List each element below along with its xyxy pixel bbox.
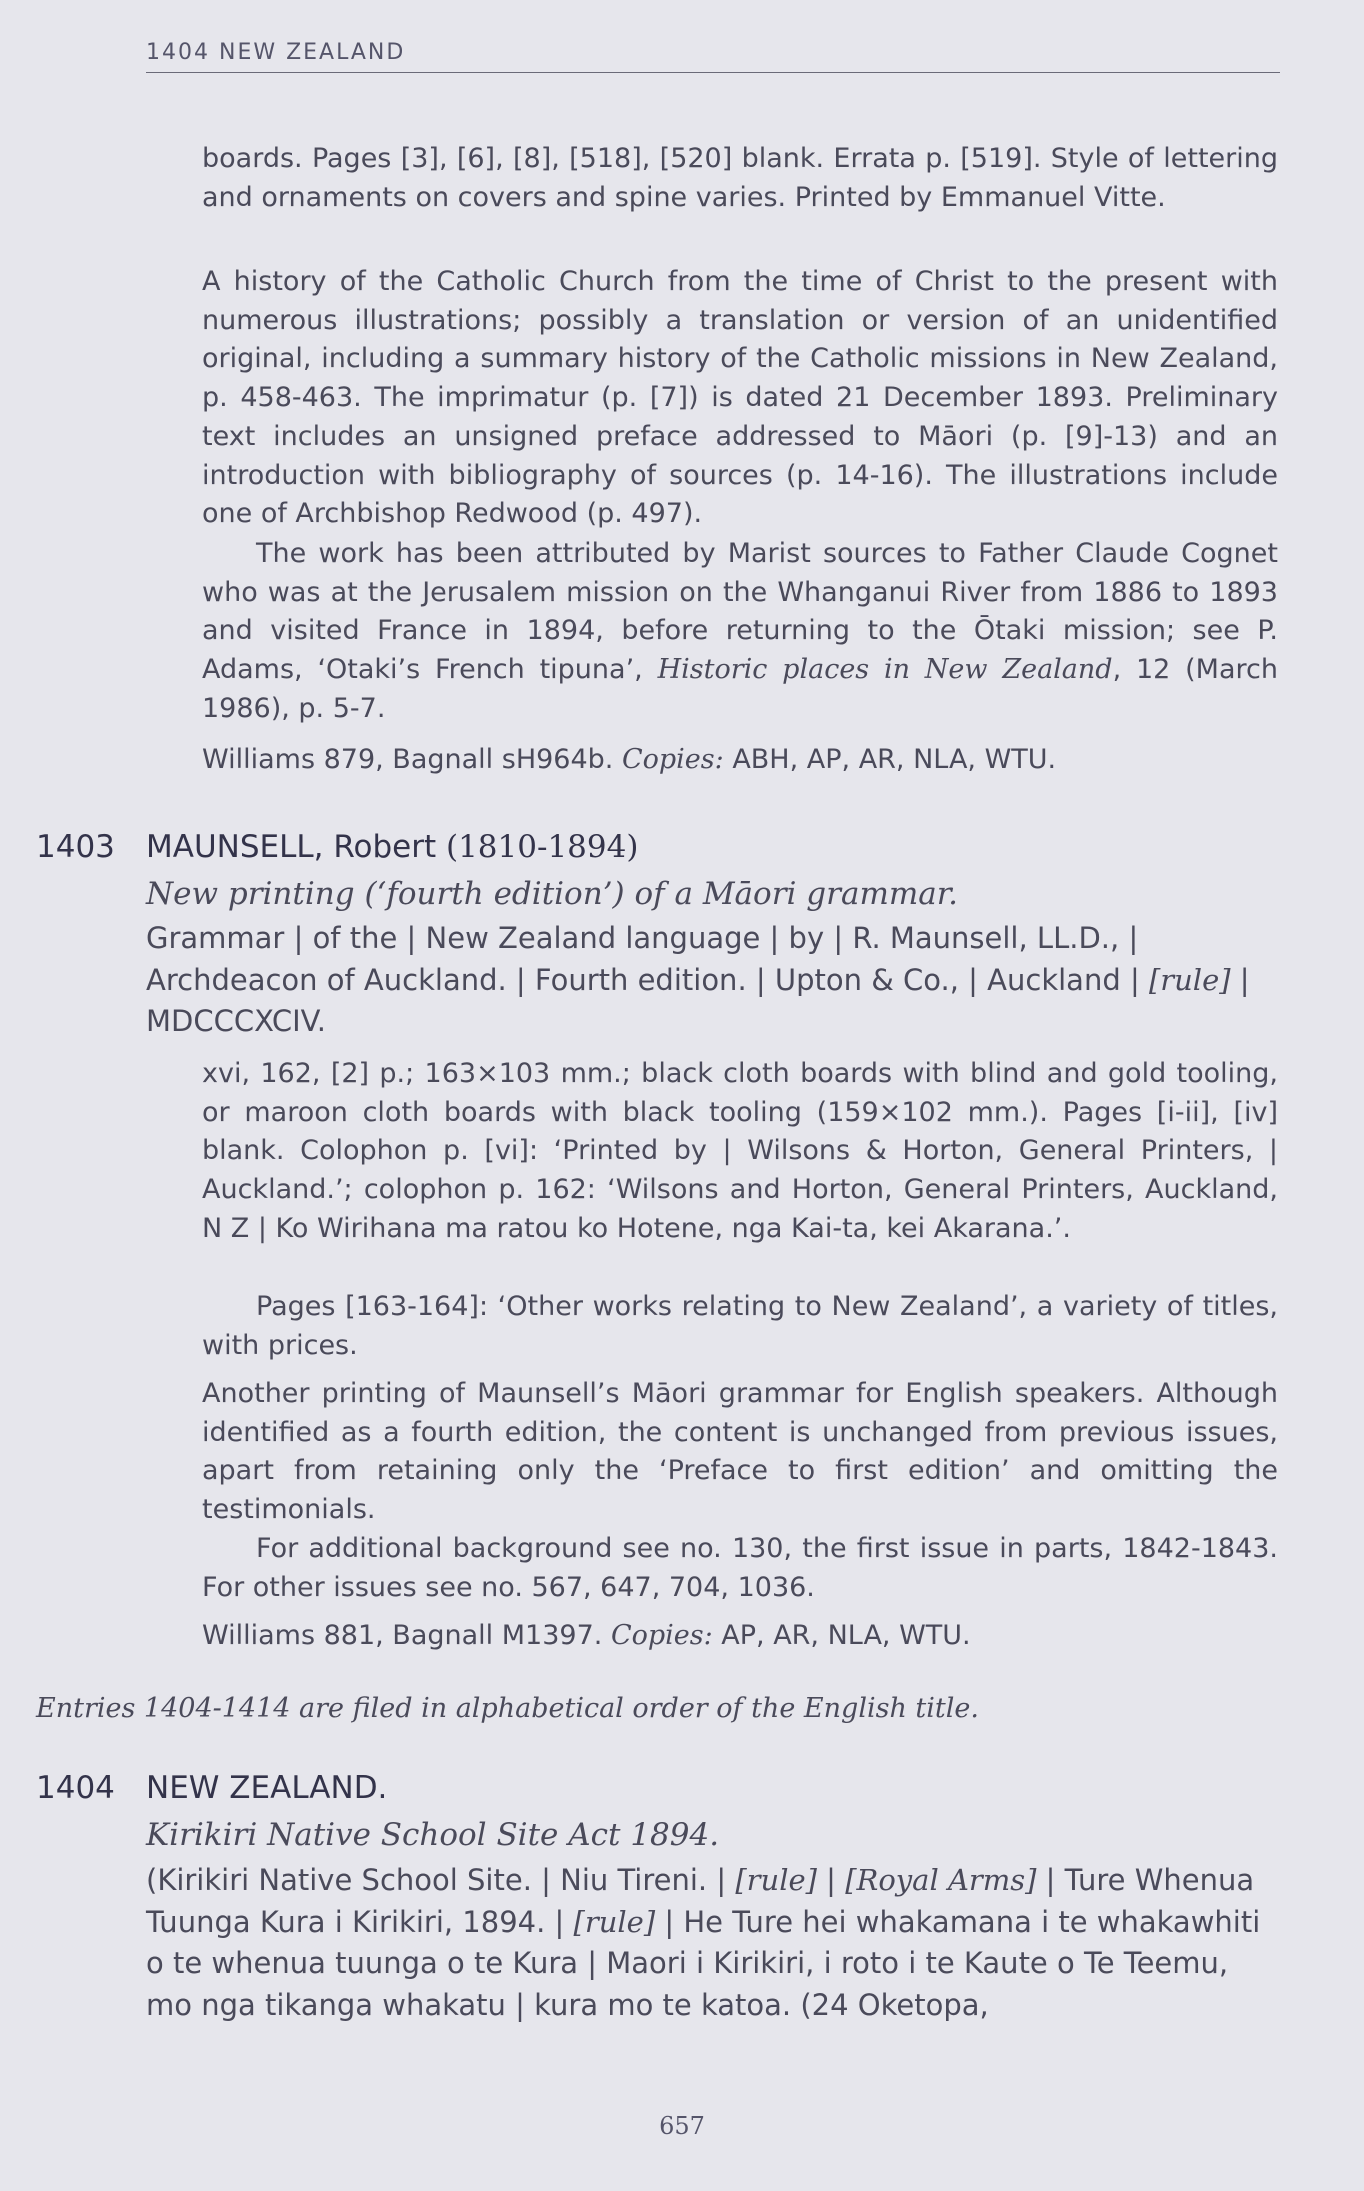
- copies-list: ABH, AP, AR, NLA, WTU.: [723, 744, 1057, 775]
- physical-description: xvi, 162, [2] p.; 163×103 mm.; black cloth boards with blind and gold tooling, or maroon cloth boards with black tooling (159×102 mm.). Pages [i-ii], [iv] blank. Colophon p. [vi]: ‘Printed by | Wilsons & Horton, General Printers, | Auckland.’; colophon p. 162: ‘Wilsons and Horton, General Printers, Auckland, N Z | Ko Wirihana ma ratou ko Hotene, nga Kai-ta, kei Akarana.’.: [202, 1058, 1278, 1244]
- transcription-text-3: | He Ture hei whakamana i te whakawhiti o te whenua tuunga o te Kura | Maori i Kirikiri, i roto i te Kaute o Te Teemu, mo nga tikanga whakatu | kura mo te katoa. (24 Oketopa,: [146, 1904, 1261, 2022]
- running-header: 1404 NEW ZEALAND: [146, 40, 1280, 73]
- filing-note: Entries 1404-1414 are filed in alphabetical order of the English title.: [36, 1693, 979, 1724]
- rule-mark: [rule]: [1148, 962, 1231, 997]
- pages-note: Pages [163-164]: ‘Other works relating to New Zealand’, a variety of titles, with prices.: [202, 1291, 1278, 1361]
- entry-number: 1403: [36, 829, 115, 865]
- rule-mark: [rule]: [573, 1904, 656, 1939]
- transcription-text-2: | Ture Whenua Tuunga Kura i Kirikiri, 1894. |: [146, 1863, 1255, 1939]
- page-number: 657: [659, 2112, 705, 2140]
- continued-references: [202, 741, 1278, 780]
- copies-label: Copies:: [621, 744, 724, 775]
- references-text: Williams 879, Bagnall sH964b.: [202, 744, 622, 775]
- entry-title: Kirikiri Native School Site Act 1894.: [146, 1817, 720, 1853]
- continued-attribution: [202, 535, 1278, 729]
- continued-summary: A history of the Catholic Church from the time of Christ to the present with numerous illustrations; possibly a translation or version of an unidentified original, including a summary history of the Catholic missions in New Zealand, p. 458-463. The imprimatur (p. [7]) is dated 21 December 1893. Preliminary text includes an unsigned preface addressed to Māori (p. [9]-13) and an introduction with bibliography of sources (p. 14-16). The illustrations include one of Archbishop Redwood (p. 497).: [202, 266, 1278, 530]
- entry-heading: [146, 1770, 387, 1806]
- royal-arms-mark: [Royal Arms]: [845, 1863, 1037, 1897]
- attribution-text: The work has been attributed by Marist sources to Father Claude Cognet who was at the Jerusalem mission on the Whanganui River from 1886 to 1893 and visited France in 1894, before returning to the Ōtaki mission; see P. Adams, ‘Otaki’s French tipuna’,: [202, 538, 1278, 686]
- journal-title: Historic places in New Zealand: [657, 654, 1113, 686]
- author-name: NEW ZEALAND.: [146, 1770, 388, 1806]
- author-name: MAUNSELL, Robert: [146, 829, 437, 865]
- author-dates: (1810-1894): [445, 829, 639, 865]
- rule-mark: [rule]: [735, 1863, 817, 1897]
- transcription-text: Grammar | of the | New Zealand language | by | R. Maunsell, LL.D., | Archdeacon of Auckland. | Fourth edition. | Upton & Co., | Auckland |: [146, 921, 1149, 997]
- title-transcription: [146, 1860, 1266, 2026]
- entry-heading: [146, 829, 638, 865]
- background-note: For additional background see no. 130, the first issue in parts, 1842-1843. For other issues see no. 567, 647, 704, 1036.: [202, 1533, 1278, 1603]
- copies-list: AP, AR, NLA, WTU.: [712, 1620, 971, 1651]
- entry-summary: Another printing of Maunsell’s Māori grammar for English speakers. Although identified as a fourth edition, the content is unchanged from previous issues, apart from retaining only the ‘Preface to first edition’ and omitting the testimonials.: [202, 1378, 1278, 1526]
- transcription-imprint: | MDCCCXCIV.: [146, 962, 1250, 1038]
- entry-title: New printing (‘fourth edition’) of a Māori grammar.: [146, 876, 958, 912]
- copies-label: Copies:: [610, 1620, 713, 1651]
- transcription-text: (Kirikiri Native School Site. | Niu Tireni. |: [146, 1863, 736, 1897]
- references-text: Williams 881, Bagnall M1397.: [202, 1620, 611, 1651]
- attribution-citation: , 12 (March 1986), p. 5-7.: [202, 654, 1278, 724]
- title-transcription: [146, 918, 1266, 1043]
- continued-description: boards. Pages [3], [6], [8], [518], [520] blank. Errata p. [519]. Style of lettering and ornaments on covers and spine varies. Printed by Emmanuel Vitte.: [202, 143, 1278, 213]
- entry-number: 1404: [36, 1770, 115, 1806]
- separator: |: [816, 1863, 846, 1897]
- entry-references: [202, 1617, 1278, 1656]
